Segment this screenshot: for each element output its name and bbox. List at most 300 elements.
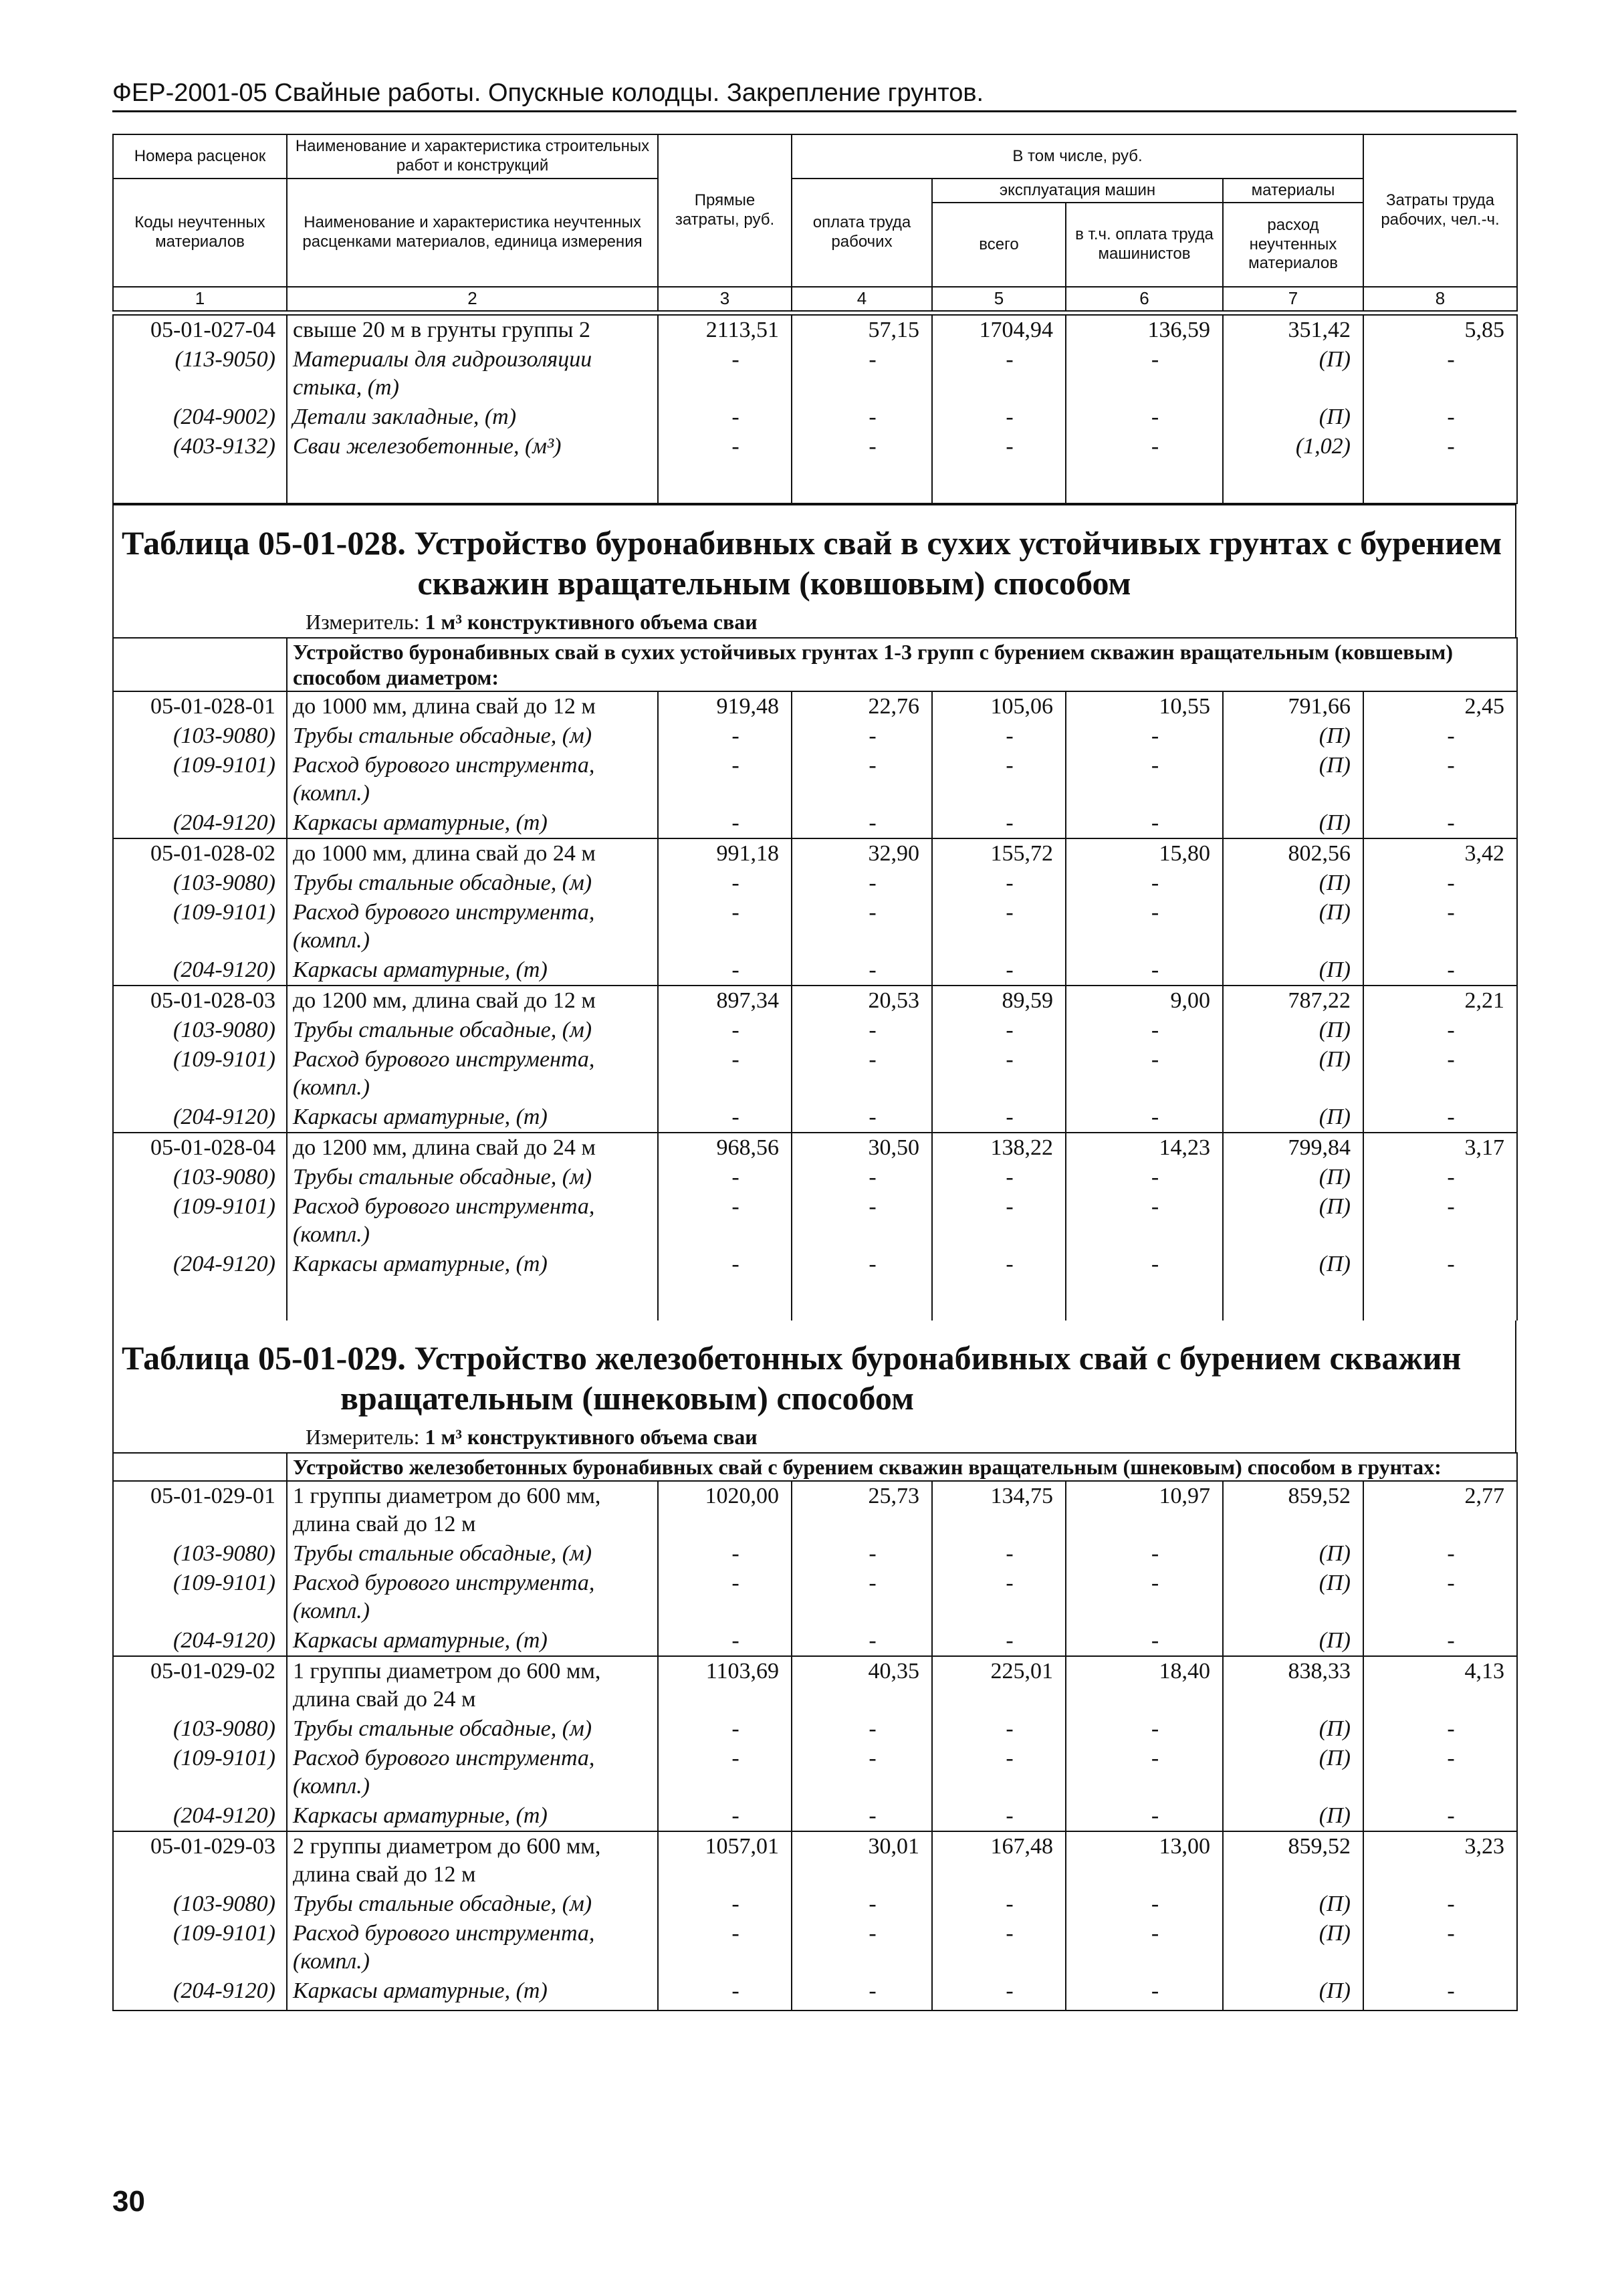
rate-code: 05-01-029-01 <box>113 1481 287 1539</box>
value-cell: - <box>1066 869 1223 898</box>
value-cell: - <box>792 1801 932 1831</box>
labor-pay: 22,76 <box>792 691 932 721</box>
machinists-pay: 18,40 <box>1066 1656 1223 1714</box>
value-cell: (П) <box>1223 1744 1363 1801</box>
table-028-title: Таблица 05-01-028. Устройство буронабивных свай в сухих устойчивых грунтах с бурением скважин вращательным (ковшовым) способом <box>122 524 1502 602</box>
value-cell: - <box>1363 898 1517 955</box>
direct-costs: 1020,00 <box>658 1481 792 1539</box>
material-code: (103-9080) <box>113 1714 287 1744</box>
material-row <box>113 432 1517 461</box>
material-code: (204-9120) <box>113 955 287 986</box>
direct-costs: 2113,51 <box>658 315 792 345</box>
value-cell: - <box>932 1016 1066 1045</box>
material-code: (113-9050) <box>113 345 287 403</box>
rate-row <box>113 838 1517 869</box>
labor-hours: 3,17 <box>1363 1133 1517 1163</box>
value-cell: - <box>792 1016 932 1045</box>
value-cell: - <box>658 1626 792 1656</box>
material-description: Расход бурового инструмента, (компл.) <box>287 1045 658 1103</box>
materials-cost: 787,22 <box>1223 986 1363 1016</box>
value-cell: - <box>658 751 792 808</box>
value-cell: - <box>792 1163 932 1192</box>
material-row <box>113 869 1517 898</box>
material-row <box>113 1163 1517 1192</box>
material-description: Расход бурового инструмента, (компл.) <box>287 751 658 808</box>
machinists-pay: 136,59 <box>1066 315 1223 345</box>
material-code: (204-9120) <box>113 1103 287 1133</box>
direct-costs: 991,18 <box>658 838 792 869</box>
material-description: Сваи железобетонные, (м³) <box>287 432 658 461</box>
direct-costs: 1103,69 <box>658 1656 792 1714</box>
materials-cost: 791,66 <box>1223 691 1363 721</box>
value-cell: (П) <box>1223 1801 1363 1831</box>
value-cell: - <box>658 1801 792 1831</box>
col-number: 2 <box>287 287 658 311</box>
material-description: Расход бурового инструмента, (компл.) <box>287 898 658 955</box>
material-row <box>113 403 1517 432</box>
value-cell: - <box>932 345 1066 403</box>
value-cell: - <box>1066 1569 1223 1626</box>
rate-code: 05-01-029-03 <box>113 1831 287 1889</box>
col4-header: оплата труда рабочих <box>792 179 932 287</box>
value-cell: (П) <box>1223 345 1363 403</box>
value-cell: - <box>658 1889 792 1919</box>
value-cell: - <box>932 1976 1066 2006</box>
value-cell: - <box>1363 1539 1517 1569</box>
value-cell: (1,02) <box>1223 432 1363 461</box>
value-cell: - <box>658 1192 792 1250</box>
rate-code: 05-01-028-02 <box>113 838 287 869</box>
value-cell: - <box>1066 1250 1223 1279</box>
value-cell: - <box>1363 1569 1517 1626</box>
rate-code: 05-01-028-01 <box>113 691 287 721</box>
value-cell: - <box>792 432 932 461</box>
machines-total: 225,01 <box>932 1656 1066 1714</box>
value-cell: - <box>1363 1163 1517 1192</box>
value-cell: - <box>1363 403 1517 432</box>
value-cell: - <box>1066 1539 1223 1569</box>
exploit-header: эксплуатация машин <box>932 179 1223 203</box>
value-cell: (П) <box>1223 1889 1363 1919</box>
value-cell: - <box>1363 869 1517 898</box>
value-cell: - <box>1363 1192 1517 1250</box>
material-description: Трубы стальные обсадные, (м) <box>287 1889 658 1919</box>
rate-description: до 1000 мм, длина свай до 12 м <box>287 691 658 721</box>
material-description: Каркасы арматурные, (т) <box>287 1801 658 1831</box>
labor-hours: 2,77 <box>1363 1481 1517 1539</box>
col-number: 3 <box>658 287 792 311</box>
value-cell: - <box>1363 721 1517 751</box>
value-cell: - <box>658 1744 792 1801</box>
material-description: Каркасы арматурные, (т) <box>287 1250 658 1279</box>
rate-row <box>113 986 1517 1016</box>
col2-bottom-header: Наименование и характеристика неучтенных расценками материалов, единица измерения <box>287 179 658 287</box>
group-description: Устройство буронабивных свай в сухих устойчивых грунтах 1-3 групп с бурением скважин вращательным (ковшевым) способом диаметром: <box>287 638 1517 691</box>
value-cell: - <box>792 1250 932 1279</box>
value-cell: - <box>658 1103 792 1133</box>
table-028-meter: Измеритель: 1 м³ конструктивного объема сваи <box>306 610 758 634</box>
material-row <box>113 1626 1517 1656</box>
material-description: Расход бурового инструмента, (компл.) <box>287 1919 658 1976</box>
material-row <box>113 1889 1517 1919</box>
material-description: Детали закладные, (т) <box>287 403 658 432</box>
table-029-title: Таблица 05-01-029. Устройство железобетонных буронабивных свай с бурением скважин вращательным (шнековым) способом <box>122 1339 1462 1417</box>
value-cell: - <box>1363 432 1517 461</box>
col-number: 1 <box>113 287 287 311</box>
material-row <box>113 1539 1517 1569</box>
group-row <box>113 1453 1517 1481</box>
value-cell: - <box>1066 1919 1223 1976</box>
rate-description: 2 группы диаметром до 600 мм, длина свай до 12 м <box>287 1831 658 1889</box>
material-code: (109-9101) <box>113 751 287 808</box>
material-row <box>113 1976 1517 2006</box>
value-cell: (П) <box>1223 403 1363 432</box>
direct-costs: 1057,01 <box>658 1831 792 1889</box>
value-cell: - <box>932 898 1066 955</box>
column-header-table <box>112 134 1518 312</box>
col-number: 7 <box>1223 287 1363 311</box>
value-cell: - <box>658 1250 792 1279</box>
value-cell: - <box>1363 345 1517 403</box>
value-cell: - <box>1066 432 1223 461</box>
material-description: Каркасы арматурные, (т) <box>287 955 658 986</box>
material-code: (109-9101) <box>113 1744 287 1801</box>
material-code: (204-9120) <box>113 1976 287 2006</box>
value-cell: - <box>658 1016 792 1045</box>
value-cell: - <box>1363 1626 1517 1656</box>
value-cell: - <box>1066 1103 1223 1133</box>
value-cell: - <box>1066 1744 1223 1801</box>
col6-header: в т.ч. оплата труда машинистов <box>1066 203 1223 287</box>
material-row <box>113 1250 1517 1279</box>
rate-description: до 1200 мм, длина свай до 12 м <box>287 986 658 1016</box>
group-description: Устройство железобетонных буронабивных свай с бурением скважин вращательным (шнековым) способом в грунтах: <box>287 1453 1517 1481</box>
col3-header: Прямые затраты, руб. <box>658 134 792 287</box>
rate-row <box>113 315 1517 345</box>
value-cell: - <box>932 1889 1066 1919</box>
machinists-pay: 9,00 <box>1066 986 1223 1016</box>
value-cell: - <box>1066 1801 1223 1831</box>
col7-header: расход неучтенных материалов <box>1223 203 1363 287</box>
labor-hours: 3,23 <box>1363 1831 1517 1889</box>
machines-total: 167,48 <box>932 1831 1066 1889</box>
material-row <box>113 345 1517 403</box>
material-code: (403-9132) <box>113 432 287 461</box>
material-description: Трубы стальные обсадные, (м) <box>287 1714 658 1744</box>
material-code: (103-9080) <box>113 1539 287 1569</box>
labor-hours: 3,42 <box>1363 838 1517 869</box>
rate-row <box>113 1831 1517 1889</box>
material-description: Расход бурового инструмента, (компл.) <box>287 1744 658 1801</box>
material-code: (204-9120) <box>113 1801 287 1831</box>
materials-cost: 799,84 <box>1223 1133 1363 1163</box>
table-028-title-block <box>112 504 1516 637</box>
machines-total: 155,72 <box>932 838 1066 869</box>
material-row <box>113 1801 1517 1831</box>
value-cell: (П) <box>1223 1192 1363 1250</box>
rate-description: 1 группы диаметром до 600 мм, длина свай до 12 м <box>287 1481 658 1539</box>
material-row <box>113 1045 1517 1103</box>
value-cell: (П) <box>1223 955 1363 986</box>
value-cell: (П) <box>1223 1569 1363 1626</box>
value-cell: - <box>932 808 1066 838</box>
material-code: (204-9120) <box>113 808 287 838</box>
machinists-pay: 15,80 <box>1066 838 1223 869</box>
rate-code: 05-01-028-04 <box>113 1133 287 1163</box>
rate-row <box>113 691 1517 721</box>
material-description: Каркасы арматурные, (т) <box>287 808 658 838</box>
rates-table-028 <box>112 637 1518 1321</box>
value-cell: - <box>792 808 932 838</box>
rate-row <box>113 1481 1517 1539</box>
machines-total: 1704,94 <box>932 315 1066 345</box>
materials-cost: 838,33 <box>1223 1656 1363 1714</box>
value-cell: - <box>658 403 792 432</box>
value-cell: (П) <box>1223 1714 1363 1744</box>
value-cell: - <box>1066 345 1223 403</box>
value-cell: - <box>932 869 1066 898</box>
value-cell: - <box>1363 955 1517 986</box>
rate-row <box>113 1656 1517 1714</box>
value-cell: (П) <box>1223 721 1363 751</box>
col-number: 6 <box>1066 287 1223 311</box>
value-cell: (П) <box>1223 1103 1363 1133</box>
value-cell: - <box>1066 403 1223 432</box>
material-description: Трубы стальные обсадные, (м) <box>287 1016 658 1045</box>
value-cell: (П) <box>1223 1539 1363 1569</box>
col8-header: Затраты труда рабочих, чел.-ч. <box>1363 134 1517 287</box>
materials-header: материалы <box>1223 179 1363 203</box>
value-cell: - <box>932 721 1066 751</box>
material-row <box>113 721 1517 751</box>
value-cell: (П) <box>1223 1250 1363 1279</box>
col-number: 4 <box>792 287 932 311</box>
value-cell: (П) <box>1223 1163 1363 1192</box>
value-cell: - <box>1066 1626 1223 1656</box>
material-code: (103-9080) <box>113 1163 287 1192</box>
rate-description: до 1000 мм, длина свай до 24 м <box>287 838 658 869</box>
value-cell: - <box>658 1569 792 1626</box>
value-cell: - <box>792 898 932 955</box>
value-cell: - <box>658 1163 792 1192</box>
value-cell: (П) <box>1223 751 1363 808</box>
group-row <box>113 638 1517 691</box>
material-description: Расход бурового инструмента, (компл.) <box>287 1569 658 1626</box>
col5-header: всего <box>932 203 1066 287</box>
value-cell: - <box>792 751 932 808</box>
value-cell: - <box>932 1569 1066 1626</box>
material-description: Трубы стальные обсадные, (м) <box>287 721 658 751</box>
material-description: Трубы стальные обсадные, (м) <box>287 869 658 898</box>
value-cell: - <box>1066 1889 1223 1919</box>
labor-hours: 2,45 <box>1363 691 1517 721</box>
machinists-pay: 10,97 <box>1066 1481 1223 1539</box>
value-cell: - <box>658 1919 792 1976</box>
value-cell: - <box>1363 1714 1517 1744</box>
value-cell: (П) <box>1223 869 1363 898</box>
rate-row <box>113 1133 1517 1163</box>
value-cell: (П) <box>1223 1919 1363 1976</box>
value-cell: - <box>658 721 792 751</box>
value-cell: - <box>792 1539 932 1569</box>
material-row <box>113 1569 1517 1626</box>
value-cell: - <box>1363 1976 1517 2006</box>
material-code: (109-9101) <box>113 898 287 955</box>
material-row <box>113 1919 1517 1976</box>
rate-description: 1 группы диаметром до 600 мм, длина свай до 24 м <box>287 1656 658 1714</box>
material-description: Каркасы арматурные, (т) <box>287 1103 658 1133</box>
value-cell: - <box>1066 1192 1223 1250</box>
labor-pay: 30,50 <box>792 1133 932 1163</box>
labor-hours: 2,21 <box>1363 986 1517 1016</box>
labor-hours: 4,13 <box>1363 1656 1517 1714</box>
labor-pay: 25,73 <box>792 1481 932 1539</box>
value-cell: - <box>792 955 932 986</box>
rate-code: 05-01-027-04 <box>113 315 287 345</box>
material-code: (103-9080) <box>113 869 287 898</box>
value-cell: - <box>932 1626 1066 1656</box>
materials-cost: 859,52 <box>1223 1481 1363 1539</box>
value-cell: - <box>932 1744 1066 1801</box>
direct-costs: 897,34 <box>658 986 792 1016</box>
value-cell: - <box>658 869 792 898</box>
value-cell: - <box>932 1192 1066 1250</box>
material-code: (204-9120) <box>113 1250 287 1279</box>
machinists-pay: 14,23 <box>1066 1133 1223 1163</box>
value-cell: - <box>792 1976 932 2006</box>
value-cell: - <box>1363 1801 1517 1831</box>
material-code: (103-9080) <box>113 1016 287 1045</box>
value-cell: - <box>792 1889 932 1919</box>
value-cell: - <box>792 869 932 898</box>
machines-total: 105,06 <box>932 691 1066 721</box>
material-code: (103-9080) <box>113 1889 287 1919</box>
table-029-title-block <box>112 1321 1516 1452</box>
document-body <box>112 314 1516 2011</box>
material-description: Материалы для гидроизоляции стыка, (т) <box>287 345 658 403</box>
machinists-pay: 13,00 <box>1066 1831 1223 1889</box>
value-cell: - <box>932 1103 1066 1133</box>
material-row <box>113 955 1517 986</box>
page-number: 30 <box>112 2185 145 2218</box>
materials-cost: 859,52 <box>1223 1831 1363 1889</box>
rates-table-029 <box>112 1452 1518 2011</box>
material-description: Расход бурового инструмента, (компл.) <box>287 1192 658 1250</box>
rate-description: до 1200 мм, длина свай до 24 м <box>287 1133 658 1163</box>
value-cell: - <box>1363 1919 1517 1976</box>
value-cell: - <box>792 1103 932 1133</box>
value-cell: - <box>1066 1163 1223 1192</box>
material-row <box>113 751 1517 808</box>
material-row <box>113 1714 1517 1744</box>
direct-costs: 968,56 <box>658 1133 792 1163</box>
value-cell: - <box>932 751 1066 808</box>
labor-pay: 57,15 <box>792 315 932 345</box>
machines-total: 134,75 <box>932 1481 1066 1539</box>
materials-cost: 802,56 <box>1223 838 1363 869</box>
labor-hours: 5,85 <box>1363 315 1517 345</box>
value-cell: - <box>1363 1889 1517 1919</box>
value-cell: - <box>1066 898 1223 955</box>
value-cell: - <box>1066 955 1223 986</box>
labor-pay: 30,01 <box>792 1831 932 1889</box>
material-description: Каркасы арматурные, (т) <box>287 1626 658 1656</box>
value-cell: - <box>1066 721 1223 751</box>
material-code: (109-9101) <box>113 1045 287 1103</box>
value-cell: - <box>792 1919 932 1976</box>
value-cell: - <box>932 1250 1066 1279</box>
value-cell: - <box>932 955 1066 986</box>
labor-pay: 32,90 <box>792 838 932 869</box>
value-cell: - <box>1363 1016 1517 1045</box>
value-cell: - <box>792 721 932 751</box>
value-cell: (П) <box>1223 1016 1363 1045</box>
material-code: (204-9120) <box>113 1626 287 1656</box>
value-cell: - <box>792 1192 932 1250</box>
machinists-pay: 10,55 <box>1066 691 1223 721</box>
value-cell: - <box>932 432 1066 461</box>
value-cell: - <box>932 1163 1066 1192</box>
col1-top-header: Номера расценок <box>113 134 287 179</box>
value-cell: - <box>1363 1250 1517 1279</box>
material-row <box>113 1744 1517 1801</box>
value-cell: - <box>658 1976 792 2006</box>
value-cell: - <box>932 403 1066 432</box>
value-cell: - <box>1363 751 1517 808</box>
value-cell: - <box>792 1569 932 1626</box>
incl-header: В том числе, руб. <box>792 134 1363 179</box>
labor-pay: 20,53 <box>792 986 932 1016</box>
value-cell: - <box>932 1045 1066 1103</box>
direct-costs: 919,48 <box>658 691 792 721</box>
value-cell: - <box>1363 808 1517 838</box>
value-cell: - <box>932 1714 1066 1744</box>
material-code: (103-9080) <box>113 721 287 751</box>
col1-bottom-header: Коды неучтенных материалов <box>113 179 287 287</box>
value-cell: - <box>1066 751 1223 808</box>
materials-cost: 351,42 <box>1223 315 1363 345</box>
value-cell: - <box>1363 1103 1517 1133</box>
value-cell: - <box>792 1744 932 1801</box>
material-code: (109-9101) <box>113 1569 287 1626</box>
value-cell: (П) <box>1223 808 1363 838</box>
material-row <box>113 808 1517 838</box>
value-cell: - <box>658 955 792 986</box>
material-code: (109-9101) <box>113 1919 287 1976</box>
col-number: 5 <box>932 287 1066 311</box>
material-row <box>113 898 1517 955</box>
value-cell: - <box>658 345 792 403</box>
col2-top-header: Наименование и характеристика строительных работ и конструкций <box>287 134 658 179</box>
value-cell: - <box>1066 1016 1223 1045</box>
material-description: Каркасы арматурные, (т) <box>287 1976 658 2006</box>
col-number: 8 <box>1363 287 1517 311</box>
value-cell: - <box>1066 808 1223 838</box>
material-description: Трубы стальные обсадные, (м) <box>287 1163 658 1192</box>
value-cell: - <box>1066 1714 1223 1744</box>
value-cell: (П) <box>1223 1976 1363 2006</box>
material-code: (204-9002) <box>113 403 287 432</box>
value-cell: - <box>932 1919 1066 1976</box>
value-cell: - <box>792 1045 932 1103</box>
rate-code: 05-01-028-03 <box>113 986 287 1016</box>
value-cell: - <box>932 1539 1066 1569</box>
value-cell: - <box>658 898 792 955</box>
value-cell: - <box>1066 1045 1223 1103</box>
value-cell: - <box>658 432 792 461</box>
value-cell: - <box>658 808 792 838</box>
value-cell: - <box>792 345 932 403</box>
